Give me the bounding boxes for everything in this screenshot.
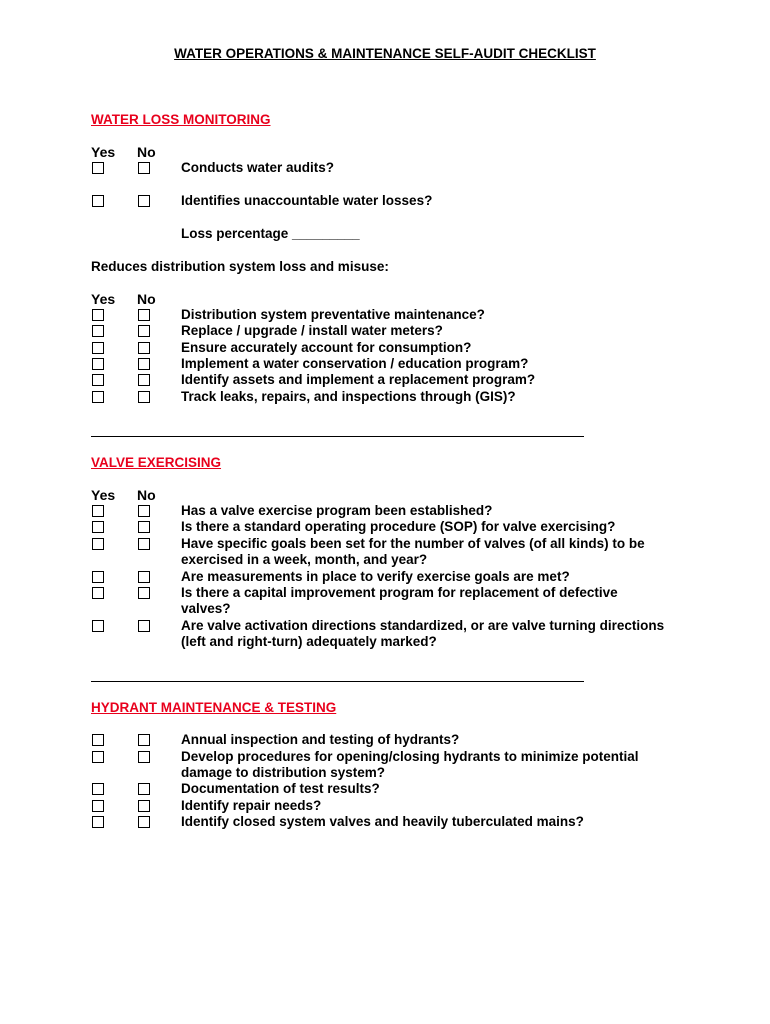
checklist-item: Implement a water conservation / education program? — [181, 356, 529, 371]
yes-checkbox[interactable] — [92, 816, 104, 828]
loss-percentage-field[interactable]: Loss percentage _________ — [181, 226, 360, 241]
yes-checkbox[interactable] — [92, 358, 104, 370]
checklist-item: Replace / upgrade / install water meters? — [181, 323, 443, 338]
yes-column-header: Yes — [91, 487, 116, 503]
section-heading-hydrant: HYDRANT MAINTENANCE & TESTING — [91, 700, 337, 715]
yes-checkbox[interactable] — [92, 571, 104, 583]
no-checkbox[interactable] — [138, 325, 150, 337]
no-checkbox[interactable] — [138, 620, 150, 632]
yes-checkbox[interactable] — [92, 538, 104, 550]
no-checkbox[interactable] — [138, 571, 150, 583]
no-column-header: No — [137, 144, 156, 160]
checklist-item: Is there a standard operating procedure (SOP) for valve exercising? — [181, 519, 616, 534]
checklist-item: Is there a capital improvement program for replacement of defective valves? — [181, 585, 618, 617]
yes-checkbox[interactable] — [92, 374, 104, 386]
checklist-item: Identify assets and implement a replacement program? — [181, 372, 536, 387]
yes-checkbox[interactable] — [92, 342, 104, 354]
checklist-item: Has a valve exercise program been established? — [181, 503, 493, 518]
no-checkbox[interactable] — [138, 309, 150, 321]
no-checkbox[interactable] — [138, 162, 150, 174]
yes-checkbox[interactable] — [92, 800, 104, 812]
question-unaccountable-losses: Identifies unaccountable water losses? — [181, 193, 433, 208]
page-title: WATER OPERATIONS & MAINTENANCE SELF-AUDIT CHECKLIST — [174, 46, 596, 61]
no-checkbox[interactable] — [138, 505, 150, 517]
section-divider — [91, 436, 584, 437]
no-checkbox[interactable] — [138, 391, 150, 403]
no-checkbox[interactable] — [138, 538, 150, 550]
no-checkbox[interactable] — [138, 800, 150, 812]
yes-checkbox[interactable] — [92, 325, 104, 337]
no-checkbox[interactable] — [138, 734, 150, 746]
checklist-item: Ensure accurately account for consumption? — [181, 340, 472, 355]
checklist-item: Identify repair needs? — [181, 798, 322, 813]
no-checkbox[interactable] — [138, 751, 150, 763]
yes-checkbox[interactable] — [92, 521, 104, 533]
yes-checkbox[interactable] — [92, 162, 104, 174]
yes-checkbox[interactable] — [92, 783, 104, 795]
checklist-item: Documentation of test results? — [181, 781, 380, 796]
yes-column-header: Yes — [91, 144, 116, 160]
question-conducts-water-audits: Conducts water audits? — [181, 160, 335, 175]
checklist-item: Are valve activation directions standardized, or are valve turning directions (left and right-turn) adequately marked? — [181, 618, 665, 650]
yes-column-header: Yes — [91, 291, 116, 307]
no-checkbox[interactable] — [138, 816, 150, 828]
checklist-item: Are measurements in place to verify exercise goals are met? — [181, 569, 570, 584]
yes-checkbox[interactable] — [92, 587, 104, 599]
yes-checkbox[interactable] — [92, 505, 104, 517]
no-checkbox[interactable] — [138, 195, 150, 207]
no-column-header: No — [137, 291, 156, 307]
yes-checkbox[interactable] — [92, 309, 104, 321]
checklist-item: Distribution system preventative maintenance? — [181, 307, 485, 322]
checklist-item: Have specific goals been set for the number of valves (of all kinds) to be exercised in a week, month, and year? — [181, 536, 645, 568]
checklist-item: Annual inspection and testing of hydrants? — [181, 732, 460, 747]
subheading-distribution-loss: Reduces distribution system loss and misuse: — [91, 259, 389, 274]
yes-checkbox[interactable] — [92, 391, 104, 403]
no-column-header: No — [137, 487, 156, 503]
yes-checkbox[interactable] — [92, 620, 104, 632]
checklist-item: Identify closed system valves and heavily tuberculated mains? — [181, 814, 584, 829]
section-heading-water-loss: WATER LOSS MONITORING — [91, 112, 271, 127]
no-checkbox[interactable] — [138, 374, 150, 386]
no-checkbox[interactable] — [138, 587, 150, 599]
no-checkbox[interactable] — [138, 342, 150, 354]
no-checkbox[interactable] — [138, 783, 150, 795]
no-checkbox[interactable] — [138, 521, 150, 533]
checklist-item: Develop procedures for opening/closing hydrants to minimize potential damage to distribution system? — [181, 749, 639, 781]
yes-checkbox[interactable] — [92, 751, 104, 763]
checklist-item: Track leaks, repairs, and inspections through (GIS)? — [181, 389, 516, 404]
no-checkbox[interactable] — [138, 358, 150, 370]
section-divider — [91, 681, 584, 682]
yes-checkbox[interactable] — [92, 195, 104, 207]
section-heading-valve-exercising: VALVE EXERCISING — [91, 455, 222, 470]
yes-checkbox[interactable] — [92, 734, 104, 746]
